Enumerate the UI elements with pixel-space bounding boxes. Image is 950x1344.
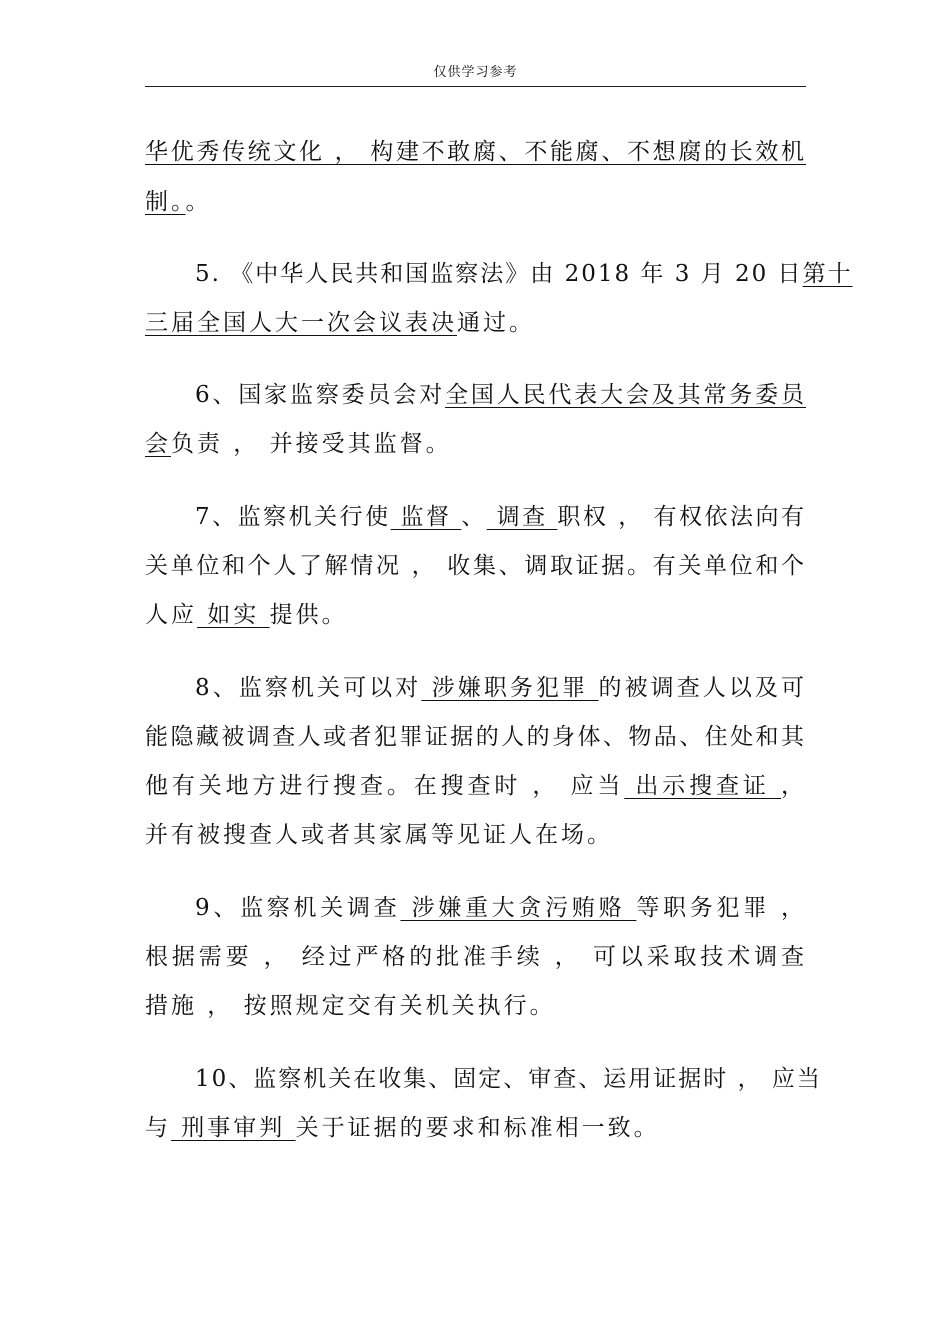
text-line (145, 132, 806, 172)
text-line (145, 815, 806, 855)
text-line (145, 303, 806, 343)
answer-blank: 华优秀传统文化 ， 构建不敢腐、不能腐、不想腐的长效机 (145, 139, 806, 165)
answer-blank: 刑事审判 (171, 1115, 296, 1141)
text-segment: 与 (145, 1115, 171, 1141)
text-line (195, 888, 806, 928)
text-line (195, 254, 853, 294)
answer-blank: 制。 (145, 189, 186, 215)
text-line (145, 595, 806, 635)
text-segment: 、 (461, 504, 487, 530)
text-segment: 负责 ， 并接受其监督。 (171, 431, 452, 457)
answer-blank: 调查 (486, 504, 558, 530)
text-line (145, 546, 806, 586)
text-segment: 6、国家监察委员会对 (195, 382, 446, 408)
page-header: 仅供学习参考 (145, 60, 806, 87)
text-segment: 通过。 (457, 310, 535, 336)
text-segment: 7、监察机关行使 (195, 504, 391, 530)
text-segment: 。 (185, 189, 212, 215)
text-segment: 9、监察机关调查 (195, 895, 401, 921)
text-segment: 并有被搜查人或者其家属等见证人在场。 (145, 822, 613, 848)
text-segment: 职权 ， 有权依法向有 (557, 504, 807, 530)
text-segment: 能隐藏被调查人或者犯罪证据的人的身体、物品、住处和其 (145, 724, 806, 750)
text-line (195, 1059, 822, 1099)
text-segment: 他有关地方进行搜查。在搜查时 ， 应当 (145, 773, 625, 799)
answer-blank: 涉嫌重大贪污贿赂 (400, 895, 637, 921)
text-segment: ， (781, 773, 806, 799)
text-segment: 措施 ， 按照规定交有关机关执行。 (145, 993, 556, 1019)
text-line (145, 424, 806, 464)
text-segment: 8、监察机关可以对 (195, 675, 422, 701)
text-line (145, 182, 806, 222)
text-line (195, 375, 806, 415)
text-segment: 等职务犯罪 ， (636, 895, 807, 921)
answer-blank: 如实 (197, 602, 270, 628)
text-segment: 10、监察机关在收集、固定、审查、运用证据时 ， 应当 (195, 1066, 822, 1092)
text-segment: 人应 (145, 602, 197, 628)
text-segment: 提供。 (269, 602, 348, 628)
answer-blank: 全国人民代表大会及其常务委员 (445, 382, 807, 408)
text-line (195, 497, 806, 537)
text-line (145, 937, 806, 977)
answer-blank: 第十 (802, 261, 853, 287)
text-line (195, 668, 806, 708)
text-segment: 根据需要 ， 经过严格的批准手续 ， 可以采取技术调查 (145, 944, 806, 970)
answer-blank: 监督 (390, 504, 462, 530)
answer-blank: 出示搜查证 (624, 773, 781, 799)
text-segment: 关单位和个人了解情况 ， 收集、调取证据。有关单位和个 (145, 553, 806, 579)
text-line (145, 717, 806, 757)
text-line (145, 766, 806, 806)
text-line (145, 986, 806, 1026)
answer-blank: 三届全国人大一次会议表决 (145, 310, 457, 336)
answer-blank: 会 (145, 431, 171, 457)
text-segment: 关于证据的要求和标准相一致。 (295, 1115, 660, 1141)
text-segment: 的被调查人以及可 (598, 675, 807, 701)
text-segment: 5. 《中华人民共和国监察法》由 2018 年 3 月 20 日 (195, 261, 803, 287)
answer-blank: 涉嫌职务犯罪 (421, 675, 599, 701)
text-line (145, 1108, 806, 1148)
